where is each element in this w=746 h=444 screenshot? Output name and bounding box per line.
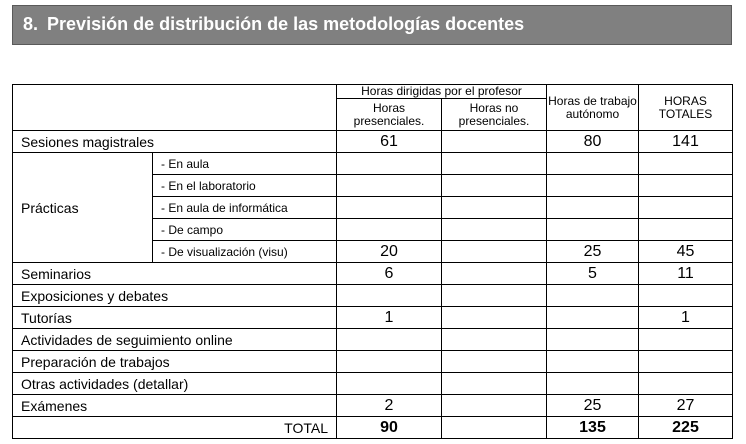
total-no-presenciales bbox=[442, 417, 547, 439]
cell-no-presenciales bbox=[442, 373, 547, 395]
sub-row-label: - En el laboratorio bbox=[153, 175, 337, 197]
table-row bbox=[13, 307, 733, 329]
cell-total bbox=[639, 219, 733, 241]
table-row bbox=[13, 373, 733, 395]
cell-no-presenciales bbox=[442, 197, 547, 219]
cell-no-presenciales bbox=[442, 153, 547, 175]
cell-no-presenciales bbox=[442, 263, 547, 285]
cell-autonomo bbox=[547, 175, 639, 197]
cell-presenciales: 61 bbox=[337, 131, 442, 153]
cell-presenciales: 2 bbox=[337, 395, 442, 417]
cell-total: 1 bbox=[639, 307, 733, 329]
cell-presenciales: 6 bbox=[337, 263, 442, 285]
header-autonomo: Horas de trabajo autónomo bbox=[547, 85, 639, 131]
cell-presenciales bbox=[337, 197, 442, 219]
cell-autonomo: 5 bbox=[547, 263, 639, 285]
cell-total bbox=[639, 153, 733, 175]
row-label: Actividades de seguimiento online bbox=[13, 329, 337, 351]
cell-presenciales bbox=[337, 373, 442, 395]
cell-total bbox=[639, 373, 733, 395]
cell-presenciales bbox=[337, 153, 442, 175]
cell-presenciales bbox=[337, 329, 442, 351]
cell-no-presenciales bbox=[442, 219, 547, 241]
practicas-label: Prácticas bbox=[13, 153, 153, 263]
cell-no-presenciales bbox=[442, 329, 547, 351]
table-row bbox=[13, 329, 733, 351]
table-row bbox=[13, 351, 733, 373]
cell-total bbox=[639, 175, 733, 197]
cell-presenciales bbox=[337, 175, 442, 197]
header-empty-cell bbox=[13, 85, 337, 131]
cell-total: 141 bbox=[639, 131, 733, 153]
cell-no-presenciales bbox=[442, 351, 547, 373]
row-label: Exámenes bbox=[13, 395, 337, 417]
sub-row-label: - En aula bbox=[153, 153, 337, 175]
cell-presenciales: 1 bbox=[337, 307, 442, 329]
cell-total bbox=[639, 329, 733, 351]
cell-presenciales: 20 bbox=[337, 241, 442, 263]
row-label: Tutorías bbox=[13, 307, 337, 329]
total-row bbox=[13, 417, 733, 439]
cell-autonomo bbox=[547, 307, 639, 329]
table-row bbox=[13, 263, 733, 285]
table-row bbox=[13, 153, 733, 175]
section-header bbox=[12, 5, 732, 45]
cell-presenciales bbox=[337, 219, 442, 241]
cell-no-presenciales bbox=[442, 175, 547, 197]
table-row bbox=[13, 285, 733, 307]
section-title: Previsión de distribución de las metodologías docentes bbox=[47, 14, 525, 34]
header-totales: HORAS TOTALES bbox=[639, 85, 733, 131]
cell-total bbox=[639, 197, 733, 219]
sub-row-label: - De campo bbox=[153, 219, 337, 241]
row-label: Sesiones magistrales bbox=[13, 131, 337, 153]
section-number: 8. bbox=[23, 14, 39, 34]
methodology-distribution-table bbox=[12, 84, 733, 439]
cell-total: 11 bbox=[639, 263, 733, 285]
cell-total: 45 bbox=[639, 241, 733, 263]
cell-presenciales bbox=[337, 351, 442, 373]
header-directed-group: Horas dirigidas por el profesor bbox=[337, 85, 547, 99]
row-label: Exposiciones y debates bbox=[13, 285, 337, 307]
cell-autonomo bbox=[547, 197, 639, 219]
cell-autonomo bbox=[547, 373, 639, 395]
cell-no-presenciales bbox=[442, 307, 547, 329]
cell-total bbox=[639, 351, 733, 373]
cell-autonomo: 80 bbox=[547, 131, 639, 153]
cell-autonomo bbox=[547, 351, 639, 373]
cell-autonomo bbox=[547, 219, 639, 241]
cell-no-presenciales bbox=[442, 131, 547, 153]
cell-autonomo: 25 bbox=[547, 241, 639, 263]
table-row bbox=[13, 131, 733, 153]
total-presenciales: 90 bbox=[337, 417, 442, 439]
cell-total bbox=[639, 285, 733, 307]
cell-presenciales bbox=[337, 285, 442, 307]
sub-row-label: - De visualización (visu) bbox=[153, 241, 337, 263]
total-label: TOTAL bbox=[13, 417, 337, 439]
total-total: 225 bbox=[639, 417, 733, 439]
cell-autonomo bbox=[547, 329, 639, 351]
cell-no-presenciales bbox=[442, 285, 547, 307]
total-autonomo: 135 bbox=[547, 417, 639, 439]
row-label: Preparación de trabajos bbox=[13, 351, 337, 373]
cell-no-presenciales bbox=[442, 395, 547, 417]
header-no-presenciales: Horas no presenciales. bbox=[442, 99, 547, 131]
cell-autonomo: 25 bbox=[547, 395, 639, 417]
table-row bbox=[13, 395, 733, 417]
row-label: Seminarios bbox=[13, 263, 337, 285]
cell-no-presenciales bbox=[442, 241, 547, 263]
cell-total: 27 bbox=[639, 395, 733, 417]
cell-autonomo bbox=[547, 285, 639, 307]
header-presenciales: Horas presenciales. bbox=[337, 99, 442, 131]
sub-row-label: - En aula de informática bbox=[153, 197, 337, 219]
cell-autonomo bbox=[547, 153, 639, 175]
row-label: Otras actividades (detallar) bbox=[13, 373, 337, 395]
